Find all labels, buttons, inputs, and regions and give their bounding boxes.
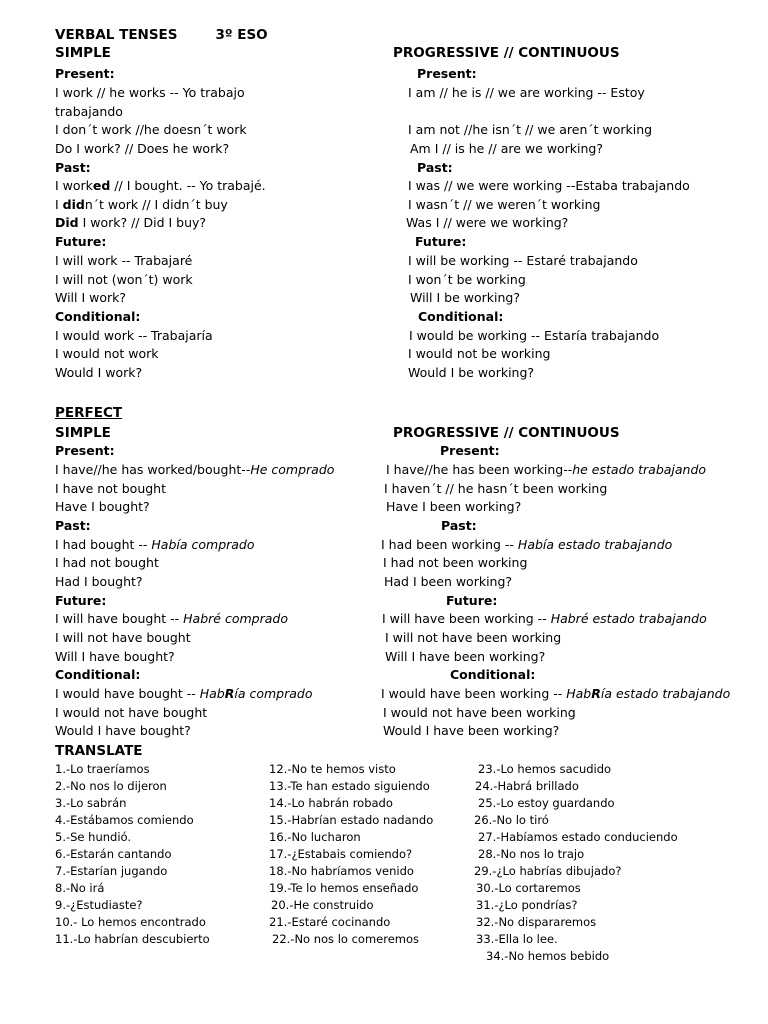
- perfect-present-affirmative: I have//he has worked/bought--He comprado: [55, 462, 335, 477]
- perfect-past-question: Had I bought?: [55, 574, 143, 589]
- list-item: 17.-¿Estabais comiendo?: [269, 847, 413, 861]
- conditional-simple-affirmative: I would work -- Trabajaría: [55, 328, 213, 343]
- list-item: 23.-Lo hemos sacudido: [478, 762, 612, 776]
- list-item: 29.-¿Lo habrías dibujado?: [474, 864, 622, 878]
- list-item: 8.-No irá: [55, 881, 105, 895]
- past-simple-question: Did I work? // Did I buy?: [55, 215, 207, 230]
- perfect-simple-heading: SIMPLE: [55, 425, 111, 441]
- list-item: 28.-No nos lo trajo: [478, 847, 585, 861]
- list-item: 16.-No lucharon: [269, 830, 361, 844]
- perfect-future-label-progressive: Future:: [446, 593, 498, 608]
- present-simple-question: Do I work? // Does he work?: [55, 141, 230, 156]
- progressive-heading: PROGRESSIVE // CONTINUOUS: [393, 45, 620, 61]
- perfect-conditional-label: Conditional:: [55, 667, 141, 682]
- list-item: 26.-No lo tiró: [474, 813, 549, 827]
- list-item: 9.-¿Estudiaste?: [55, 898, 143, 912]
- past-progressive-affirmative: I was // we were working --Estaba trabajando: [408, 178, 690, 193]
- conditional-simple-negative: I would not work: [55, 346, 159, 361]
- list-item: 22.-No nos lo comeremos: [272, 932, 420, 946]
- present-simple-negative: I don´t work //he doesn´t work: [55, 122, 247, 137]
- perfect-future-label: Future:: [55, 593, 107, 608]
- list-item: 3.-Lo sabrán: [55, 796, 127, 810]
- conditional-progressive-question: Would I be working?: [408, 365, 535, 380]
- perfect-progressive-past-affirmative: I had been working -- Había estado trabajando: [381, 537, 673, 552]
- perfect-progressive-past-question: Had I been working?: [384, 574, 513, 589]
- perfect-past-affirmative: I had bought -- Había comprado: [55, 537, 255, 552]
- perfect-present-question: Have I bought?: [55, 499, 150, 514]
- conditional-progressive-negative: I would not be working: [408, 346, 551, 361]
- past-progressive-negative: I wasn´t // we weren´t working: [408, 197, 601, 212]
- perfect-progressive-conditional-question: Would I have been working?: [383, 723, 560, 738]
- present-progressive-negative: I am not //he isn´t // we aren´t working: [408, 122, 653, 137]
- list-item: 31.-¿Lo pondrías?: [476, 898, 578, 912]
- conditional-progressive-affirmative: I would be working -- Estaría trabajando: [409, 328, 660, 343]
- list-item: 4.-Estábamos comiendo: [55, 813, 194, 827]
- list-item: 2.-No nos lo dijeron: [55, 779, 167, 793]
- present-progressive-affirmative-wrap: trabajando: [55, 104, 123, 119]
- list-item: 6.-Estarán cantando: [55, 847, 172, 861]
- list-item: 32.-No dispararemos: [476, 915, 597, 929]
- perfect-progressive-conditional-negative: I would not have been working: [383, 705, 576, 720]
- list-item: 20.-He construido: [271, 898, 374, 912]
- perfect-future-negative: I will not have bought: [55, 630, 191, 645]
- perfect-past-label-progressive: Past:: [441, 518, 477, 533]
- document-title: [55, 26, 268, 44]
- list-item: 1.-Lo traeríamos: [55, 762, 150, 776]
- list-item: 21.-Estaré cocinando: [269, 915, 391, 929]
- perfect-future-affirmative: I will have bought -- Habré comprado: [55, 611, 288, 626]
- perfect-progressive-conditional-affirmative: I would have been working -- HabRía estado trabajando: [381, 686, 731, 701]
- perfect-progressive-present-affirmative: I have//he has been working--he estado trabajando: [386, 462, 707, 477]
- list-item: 33.-Ella lo lee.: [476, 932, 558, 946]
- future-label-progressive: Future:: [415, 234, 467, 249]
- conditional-label: Conditional:: [55, 309, 141, 324]
- perfect-progressive-future-question: Will I have been working?: [385, 649, 546, 664]
- past-label: Past:: [55, 160, 91, 175]
- list-item: 19.-Te lo hemos enseñado: [269, 881, 419, 895]
- past-simple-affirmative: I worked // I bought. -- Yo trabajé.: [55, 178, 266, 193]
- present-progressive-affirmative: I am // he is // we are working -- Estoy: [408, 85, 645, 100]
- list-item: 15.-Habrían estado nadando: [269, 813, 434, 827]
- level-text: 3º ESO: [215, 27, 268, 43]
- list-item: 13.-Te han estado siguiendo: [269, 779, 430, 793]
- perfect-future-question: Will I have bought?: [55, 649, 175, 664]
- list-item: 11.-Lo habrían descubierto: [55, 932, 210, 946]
- future-label: Future:: [55, 234, 107, 249]
- future-simple-affirmative: I will work -- Trabajaré: [55, 253, 193, 268]
- list-item: 14.-Lo habrán robado: [269, 796, 393, 810]
- future-progressive-negative: I won´t be working: [408, 272, 526, 287]
- past-label-progressive: Past:: [417, 160, 453, 175]
- perfect-progressive-future-negative: I will not have been working: [385, 630, 562, 645]
- perfect-progressive-present-question: Have I been working?: [386, 499, 522, 514]
- list-item: 25.-Lo estoy guardando: [478, 796, 615, 810]
- perfect-conditional-label-progressive: Conditional:: [450, 667, 536, 682]
- present-label-progressive: Present:: [417, 66, 477, 81]
- perfect-present-negative: I have not bought: [55, 481, 167, 496]
- perfect-conditional-question: Would I have bought?: [55, 723, 191, 738]
- conditional-label-progressive: Conditional:: [418, 309, 504, 324]
- perfect-progressive-present-negative: I haven´t // he hasn´t been working: [384, 481, 608, 496]
- list-item: 12.-No te hemos visto: [269, 762, 396, 776]
- present-simple-affirmative: I work // he works -- Yo trabajo: [55, 85, 245, 100]
- perfect-present-label-progressive: Present:: [440, 443, 500, 458]
- list-item: 18.-No habríamos venido: [269, 864, 414, 878]
- list-item: 34.-No hemos bebido: [486, 949, 610, 963]
- list-item: 7.-Estarían jugando: [55, 864, 168, 878]
- perfect-present-label: Present:: [55, 443, 115, 458]
- perfect-progressive-past-negative: I had not been working: [383, 555, 528, 570]
- future-simple-negative: I will not (won´t) work: [55, 272, 193, 287]
- perfect-conditional-negative: I would not have bought: [55, 705, 208, 720]
- perfect-title: PERFECT: [55, 405, 123, 421]
- list-item: 24.-Habrá brillado: [475, 779, 579, 793]
- present-progressive-question: Am I // is he // are we working?: [410, 141, 603, 156]
- present-label: Present:: [55, 66, 115, 81]
- list-item: 5.-Se hundió.: [55, 830, 132, 844]
- list-item: 27.-Habíamos estado conduciendo: [478, 830, 678, 844]
- title-text: VERBAL TENSES: [55, 27, 178, 43]
- perfect-progressive-heading: PROGRESSIVE // CONTINUOUS: [393, 425, 620, 441]
- perfect-past-negative: I had not bought: [55, 555, 159, 570]
- translate-heading: TRANSLATE: [55, 743, 143, 759]
- conditional-simple-question: Would I work?: [55, 365, 143, 380]
- future-progressive-affirmative: I will be working -- Estaré trabajando: [408, 253, 638, 268]
- simple-heading: SIMPLE: [55, 45, 111, 61]
- perfect-progressive-future-affirmative: I will have been working -- Habré estado trabajando: [382, 611, 707, 626]
- past-simple-negative: I didn´t work // I didn´t buy: [55, 197, 228, 212]
- list-item: 30.-Lo cortaremos: [476, 881, 581, 895]
- list-item: 10.- Lo hemos encontrado: [55, 915, 206, 929]
- future-progressive-question: Will I be working?: [410, 290, 520, 305]
- past-progressive-question: Was I // were we working?: [406, 215, 569, 230]
- perfect-conditional-affirmative: I would have bought -- HabRía comprado: [55, 686, 313, 701]
- perfect-past-label: Past:: [55, 518, 91, 533]
- future-simple-question: Will I work?: [55, 290, 127, 305]
